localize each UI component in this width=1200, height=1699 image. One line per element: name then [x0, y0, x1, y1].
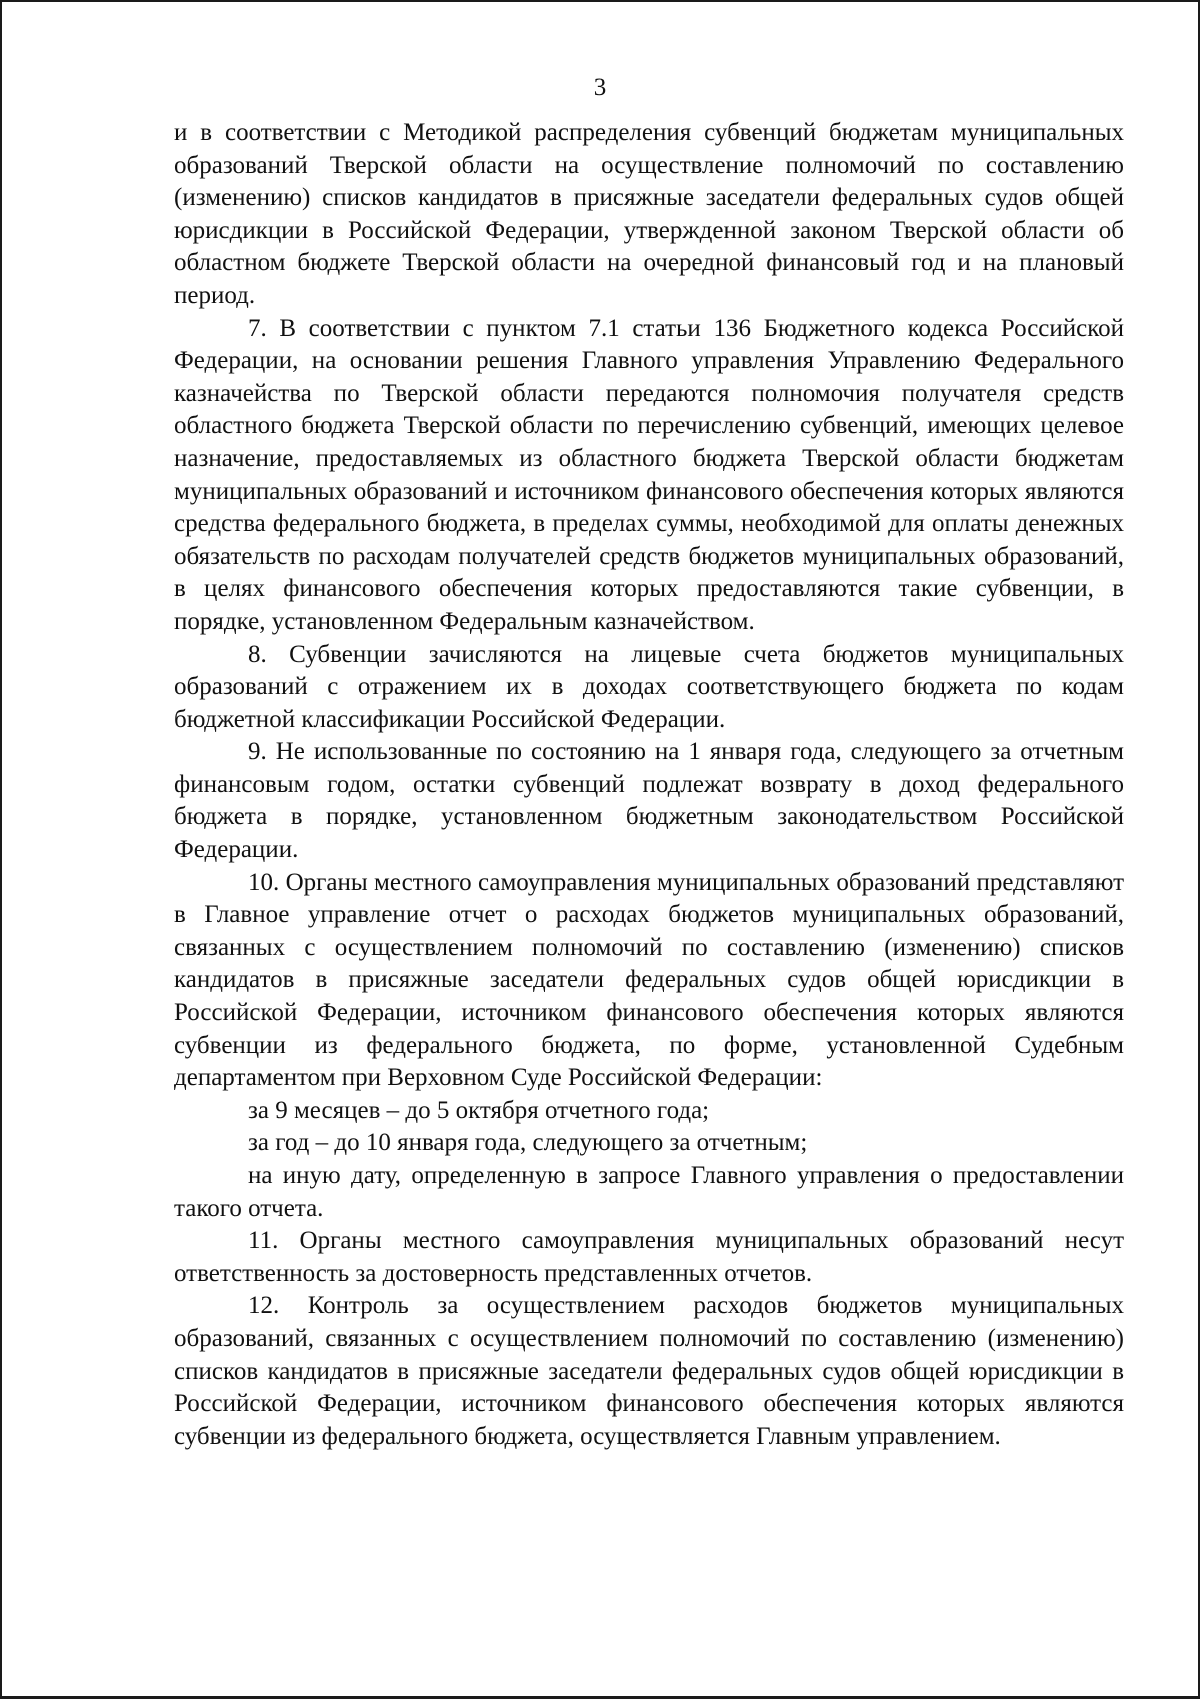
page-number: 3	[593, 74, 607, 101]
paragraph: 7. В соответствии с пунктом 7.1 статьи 136 Бюджетного кодекса Российской Федерации, на основании решения Главного управления Управлению Федерального казначейства по Тверской области передаются полномочия получателя средств областного бюджета Тверской области по перечислению субвенций, имеющих целевое назначение, предоставляемых из областного бюджета Тверской области бюджетам муниципальных образований и источником финансового обеспечения которых являются средства федерального бюджета, в пределах суммы, необходимой для оплаты денежных обязательств по расходам получателей средств бюджетов муниципальных образований, в целях финансового обеспечения которых предоставляются такие субвенции, в порядке, установленном Федеральным казначейством.	[174, 314, 1124, 635]
paragraph: 10. Органы местного самоуправления муниципальных образований представляют в Главное управление отчет о расходах бюджетов муниципальных образований, связанных с осуществлением полномочий по составлению (изменению) списков кандидатов в присяжные заседатели федеральных судов общей юрисдикции в Российской Федерации, источником финансового обеспечения которых являются субвенции из федерального бюджета, по форме, установленной Судебным департаментом при Верховном Суде Российской Федерации:	[174, 868, 1124, 1092]
paragraph: и в соответствии с Методикой распределения субвенций бюджетам муниципальных образований Тверской области на осуществление полномочий по составлению (изменению) списков кандидатов в присяжные заседатели федеральных судов общей юрисдикции в Российской Федерации, утвержденной законом Тверской области об областном бюджете Тверской области на очередной финансовый год и на плановый период.	[174, 119, 1124, 309]
paragraph: 9. Не использованные по состоянию на 1 января года, следующего за отчетным финансовым годом, остатки субвенций подлежат возврату в доход федерального бюджета в порядке, установленном бюджетным законодательством Российской Федерации.	[174, 738, 1124, 864]
list-item: на иную дату, определенную в запросе Главного управления о предоставлении такого отчета.	[174, 1162, 1124, 1222]
list-item: за 9 месяцев – до 5 октября отчетного года;	[248, 1096, 710, 1124]
document-body	[174, 117, 1124, 1453]
paragraph: 8. Субвенции зачисляются на лицевые счета бюджетов муниципальных образований с отражением их в доходах соответствующего бюджета по кодам бюджетной классификации Российской Федерации.	[174, 640, 1124, 733]
scan-edge-left	[0, 0, 2, 1699]
paragraph: 12. Контроль за осуществлением расходов бюджетов муниципальных образований, связанных с осуществлением полномочий по составлению (изменению) списков кандидатов в присяжные заседатели федеральных судов общей юрисдикции в Российской Федерации, источником финансового обеспечения которых являются субвенции из федерального бюджета, осуществляется Главным управлением.	[174, 1292, 1124, 1450]
paragraph: 11. Органы местного самоуправления муниципальных образований несут ответственность за достоверность представленных отчетов.	[174, 1227, 1124, 1287]
scan-edge-top	[0, 0, 1200, 2]
list-item: за год – до 10 января года, следующего за отчетным;	[248, 1129, 808, 1157]
